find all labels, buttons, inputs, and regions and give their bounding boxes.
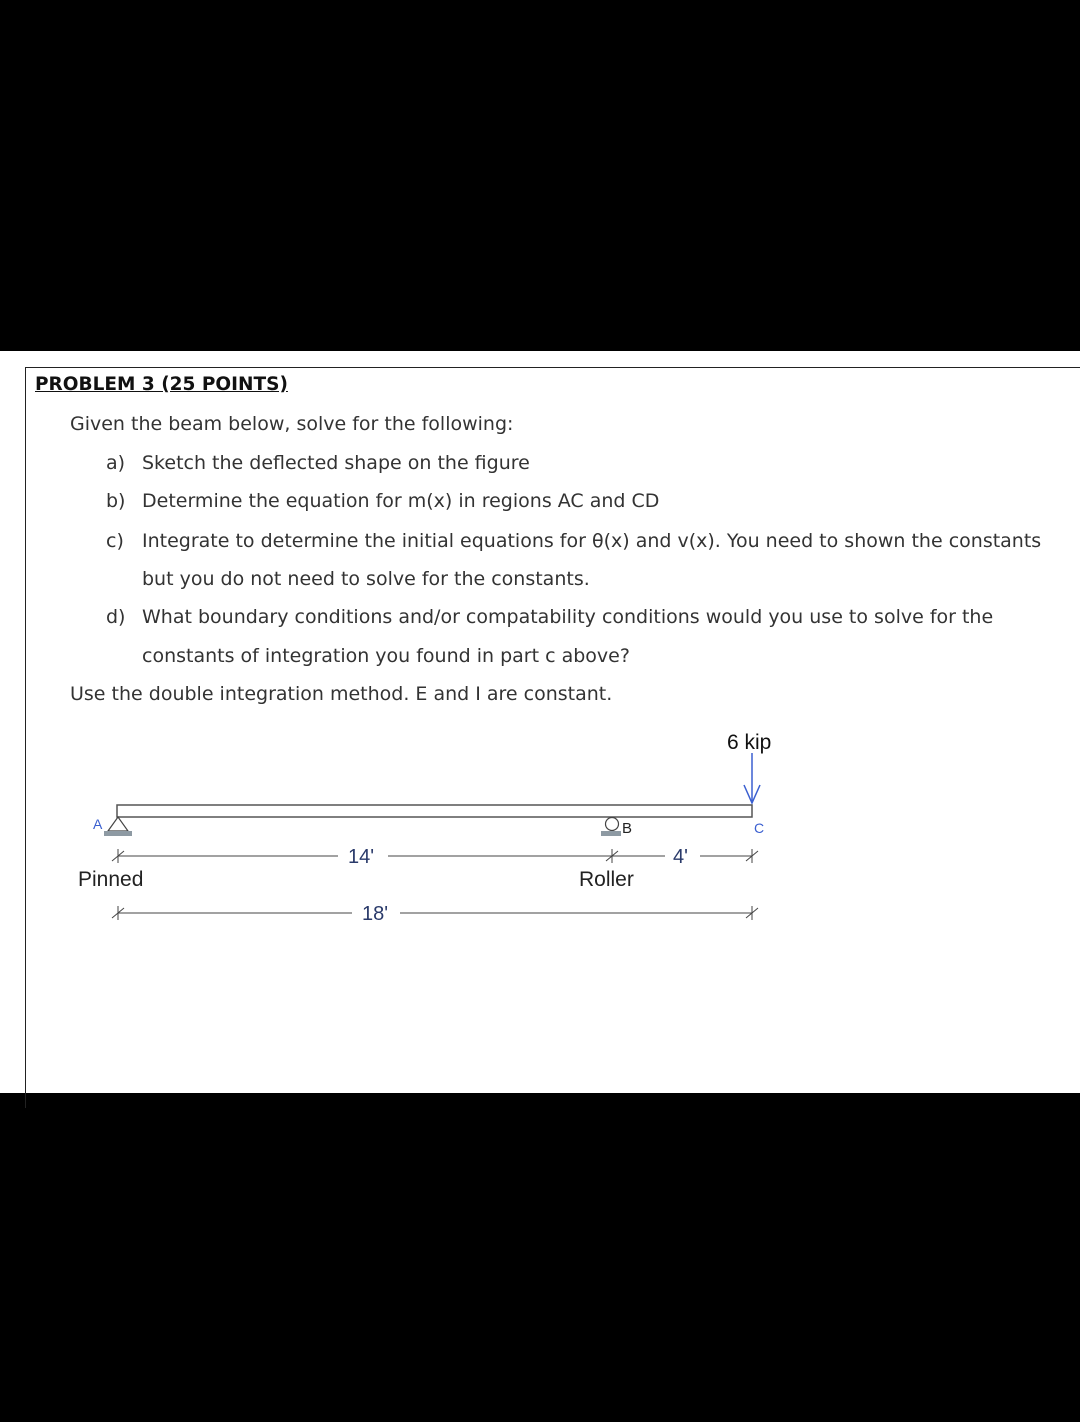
item-d-label: d) <box>106 606 126 628</box>
roller-support-icon <box>606 818 619 831</box>
pin-support-icon <box>108 817 128 831</box>
support-a-name: Pinned <box>78 868 144 891</box>
load-label: 6 kip <box>727 731 772 754</box>
problem-intro: Given the beam below, solve for the following: <box>70 413 514 435</box>
item-c-text-line1: Integrate to determine the initial equations for θ(x) and v(x). You need to shown the constants <box>142 530 1042 552</box>
item-d-text-line2: constants of integration you found in part c above? <box>142 645 630 667</box>
problem-sheet <box>0 351 1080 1093</box>
problem-title: PROBLEM 3 (25 POINTS) <box>35 374 288 395</box>
item-d-text-line1: What boundary conditions and/or compatability conditions would you use to solve for the <box>142 606 994 628</box>
problem-outro: Use the double integration method. E and I are constant. <box>70 683 613 705</box>
item-c-label: c) <box>106 530 124 552</box>
item-b-text: Determine the equation for m(x) in regions AC and CD <box>142 490 660 512</box>
item-b-label: b) <box>106 490 126 512</box>
item-c-text-line2: but you do not need to solve for the constants. <box>142 568 590 590</box>
support-b-name: Roller <box>579 868 634 891</box>
item-a-label: a) <box>106 452 126 474</box>
pin-support-base <box>104 831 132 836</box>
point-c-label: C <box>754 820 765 836</box>
dim-bc-label: 4' <box>673 846 688 868</box>
dim-total-label: 18' <box>362 903 389 925</box>
point-a-label: A <box>93 816 103 832</box>
item-a-text: Sketch the deflected shape on the figure <box>142 452 530 474</box>
point-b-label: B <box>622 820 633 837</box>
roller-support-base <box>601 831 621 836</box>
dim-ab-label: 14' <box>348 846 375 868</box>
beam-figure <box>0 351 1080 1093</box>
beam <box>117 805 752 817</box>
